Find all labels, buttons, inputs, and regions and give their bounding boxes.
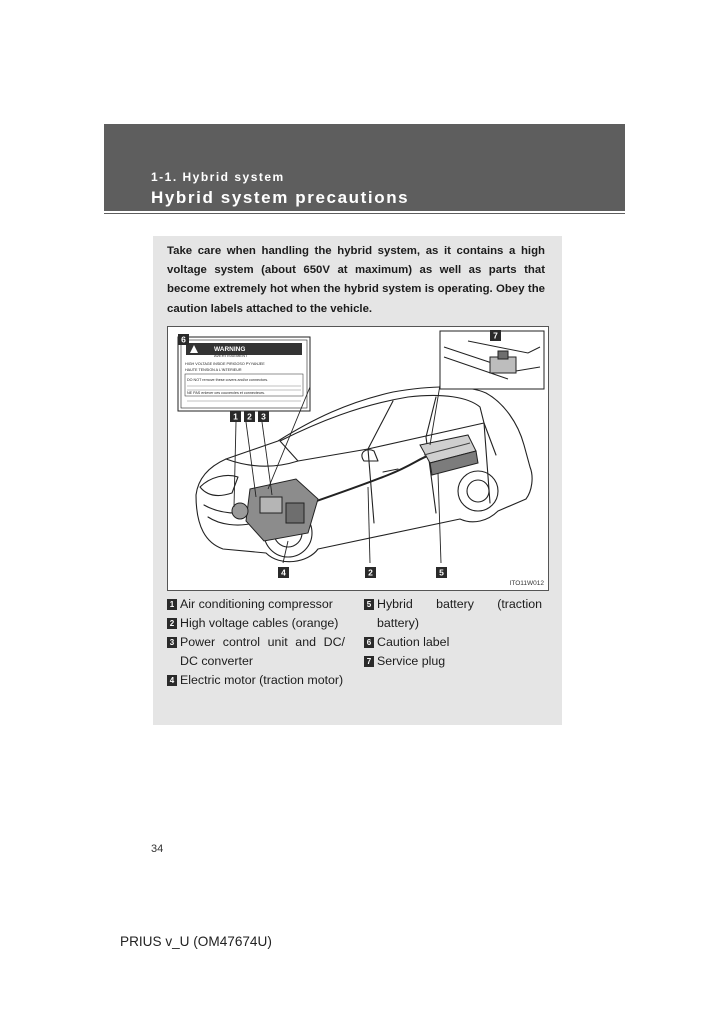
legend-number: 1: [167, 599, 177, 610]
legend-item-3: [167, 633, 345, 672]
legend-text: Power control unit and DC/ DC converter: [180, 635, 345, 669]
legend-text: Air conditioning compressor: [180, 597, 333, 611]
legend-number: 4: [167, 675, 177, 686]
legend-number: 2: [167, 618, 177, 629]
callout-5: 5: [439, 567, 444, 578]
callout-3: 3: [261, 411, 266, 422]
legend-text: Electric motor (traction motor): [180, 673, 344, 687]
legend-number: 6: [364, 637, 374, 648]
hybrid-system-diagram: [167, 326, 549, 591]
label-subheading: AVERTISSEMENT: [214, 353, 248, 358]
legend-text: Service plug: [377, 654, 446, 668]
legend-item-7: [364, 652, 542, 671]
label-line-4: NE PAS enlever ces couvercles et connecteurs.: [187, 391, 266, 395]
legend-item-6: [364, 633, 542, 652]
label-line-2: HAUTE TENSION A L'INTERIEUR: [185, 368, 242, 372]
legend-item-1: [167, 595, 345, 614]
callout-4: 4: [281, 567, 286, 578]
callout-6: 6: [181, 334, 186, 345]
page-title: Hybrid system precautions: [151, 188, 410, 207]
page-number: 34: [151, 843, 164, 855]
title-divider: [104, 211, 625, 213]
legend-text: Caution label: [377, 635, 450, 649]
legend-item-2: [167, 614, 345, 633]
footer-model-code: PRIUS v_U (OM47674U): [120, 934, 272, 949]
callout-1: 1: [233, 411, 238, 422]
vehicle-illustration: [168, 327, 548, 590]
label-line-3: DO NOT remove these covers and/or connectors.: [187, 378, 269, 382]
intro-text: Take care when handling the hybrid system, as it contains a high voltage system (about 650V at maximum) as well as parts that become extremely hot when the hybrid system is operating. Obey the caution labels attached to the vehicle.: [167, 245, 545, 315]
legend-number: 5: [364, 599, 374, 610]
legend-text: High voltage cables (orange): [180, 616, 339, 630]
legend-number: 3: [167, 637, 177, 648]
legend-number: 7: [364, 656, 374, 667]
label-line-1: HIGH VOLTAGE INSIDE PIRIGOSO PYYANJEE: [185, 362, 265, 366]
section-label: 1-1. Hybrid system: [151, 170, 285, 184]
label-heading: WARNING: [214, 346, 246, 353]
callout-2-bottom: 2: [368, 567, 373, 578]
figure-id: ITO11W012: [509, 580, 544, 587]
legend-item-4: [167, 671, 345, 690]
callout-7: 7: [493, 330, 498, 341]
callout-2-top: 2: [247, 411, 252, 422]
legend-text: Hybrid battery (traction battery): [377, 597, 542, 631]
legend-item-5: [364, 595, 542, 634]
